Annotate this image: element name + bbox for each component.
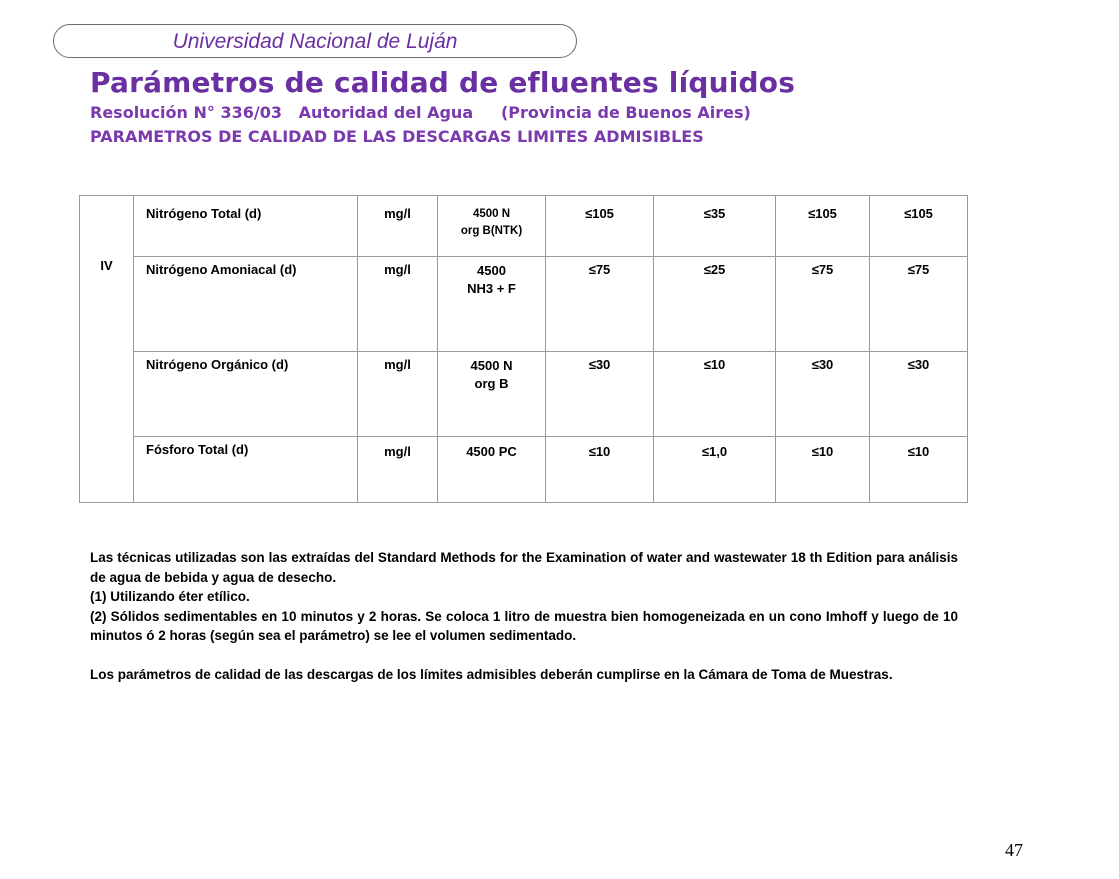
table-row	[80, 257, 968, 352]
value-cell: ≤35	[654, 196, 776, 257]
method-cell: 4500 NH3 + F	[438, 257, 546, 352]
section-heading: PARAMETROS DE CALIDAD DE LAS DESCARGAS LIMITES ADMISIBLES	[90, 127, 704, 146]
header-banner	[53, 24, 577, 58]
table-row	[80, 196, 968, 257]
spacer	[90, 646, 958, 665]
value-cell: ≤75	[776, 257, 870, 352]
unit-cell: mg/l	[358, 196, 438, 257]
value-cell: ≤30	[546, 352, 654, 437]
value-cell: ≤1,0	[654, 437, 776, 503]
notes-block	[90, 548, 958, 684]
method-cell: 4500 N org B	[438, 352, 546, 437]
page-number: 47	[1005, 840, 1023, 860]
unit-cell: mg/l	[358, 437, 438, 503]
authority-label: Autoridad del Agua	[298, 103, 474, 122]
method-cell: 4500 PC	[438, 437, 546, 503]
param-cell: Nitrógeno Total (d)	[134, 196, 358, 257]
group-label: IV	[100, 257, 113, 273]
unit-cell: mg/l	[358, 257, 438, 352]
method-cell: 4500 N org B(NTK)	[438, 196, 546, 257]
param-cell: Nitrógeno Orgánico (d)	[134, 352, 358, 437]
note-2: (2) Sólidos sedimentables en 10 minutos y 2 horas. Se coloca 1 litro de muestra bien homogeneizada en un cono Imhoff y luego de 10 minutos ó 2 horas (según sea el parámetro) se lee el volumen sedimentado.	[90, 608, 958, 643]
value-cell: ≤75	[870, 257, 968, 352]
note-techniques: Las técnicas utilizadas son las extraídas del Standard Methods for the Examination of water and wastewater 18 th Edition para análisis de agua de bebida y agua de desecho.	[90, 550, 958, 585]
table-row	[80, 352, 968, 437]
value-cell: ≤105	[776, 196, 870, 257]
resolution-label: Resolución N° 336/03	[90, 103, 282, 122]
value-cell: ≤75	[546, 257, 654, 352]
value-cell: ≤30	[776, 352, 870, 437]
param-cell: Fósforo Total (d)	[134, 437, 358, 503]
value-cell: ≤10	[546, 437, 654, 503]
value-cell: ≤10	[654, 352, 776, 437]
value-cell: ≤105	[546, 196, 654, 257]
page-title: Parámetros de calidad de efluentes líquidos	[90, 66, 796, 99]
group-cell	[80, 196, 134, 503]
value-cell: ≤25	[654, 257, 776, 352]
value-cell: ≤10	[870, 437, 968, 503]
university-name: Universidad Nacional de Luján	[172, 30, 458, 53]
unit-cell: mg/l	[358, 352, 438, 437]
value-cell: ≤10	[776, 437, 870, 503]
note-compliance: Los parámetros de calidad de las descargas de los límites admisibles deberán cumplirse en la Cámara de Toma de Muestras.	[90, 666, 893, 682]
subtitle-line	[90, 103, 751, 122]
province-label: (Provincia de Buenos Aires)	[500, 103, 751, 122]
parameters-table	[79, 195, 968, 503]
note-1: (1) Utilizando éter etílico.	[90, 589, 250, 604]
value-cell: ≤105	[870, 196, 968, 257]
param-cell: Nitrógeno Amoniacal (d)	[134, 257, 358, 352]
value-cell: ≤30	[870, 352, 968, 437]
table-row	[80, 437, 968, 503]
